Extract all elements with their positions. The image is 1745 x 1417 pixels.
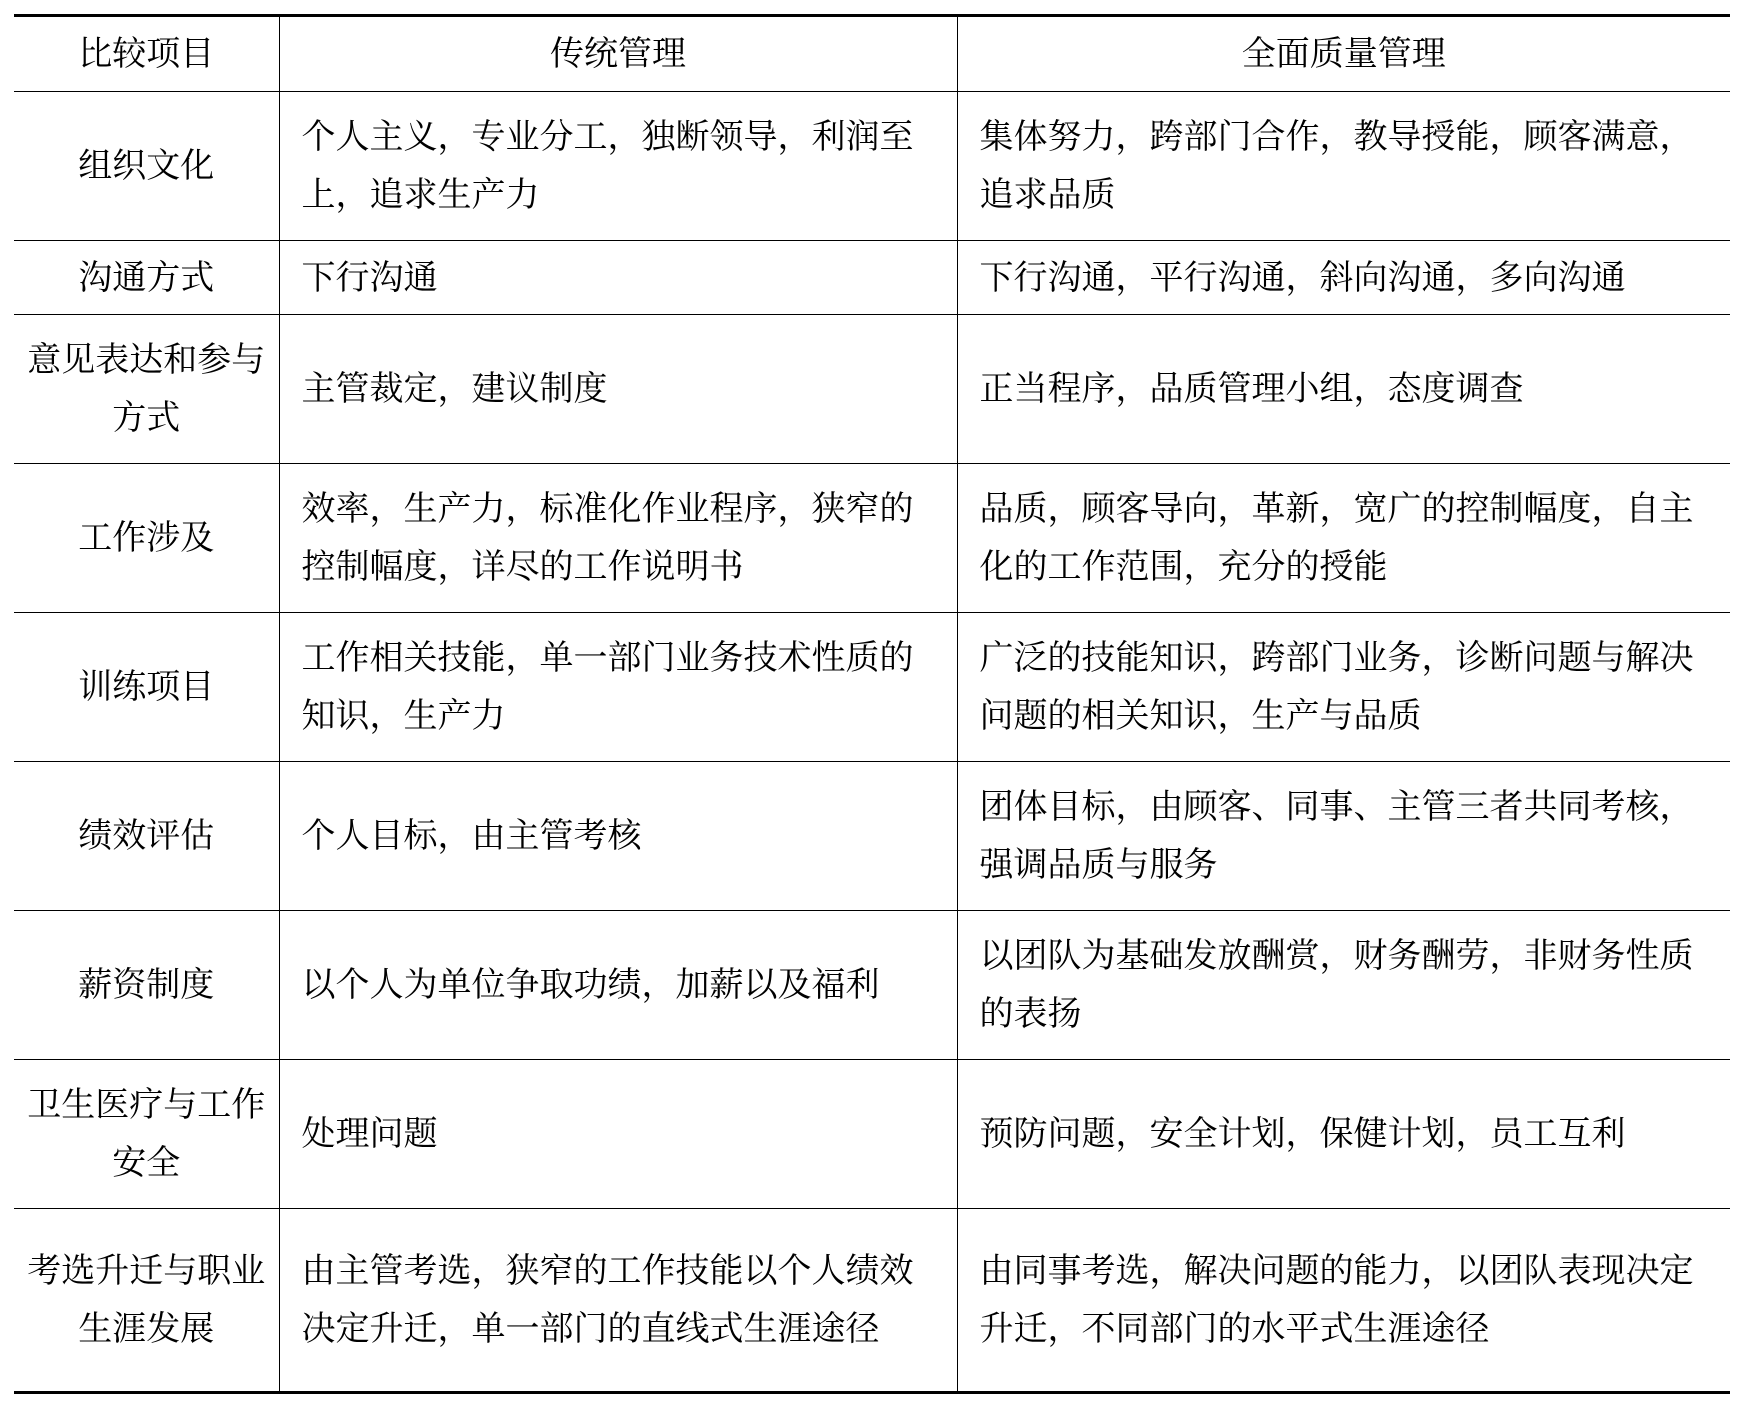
table-row [14,92,1730,241]
table-row [14,315,1730,464]
row-tqm: 由同事考选，解决问题的能力，以团队表现决定升迁，不同部门的水平式生涯途径 [957,1209,1730,1393]
row-traditional: 处理问题 [279,1060,957,1209]
row-item: 薪资制度 [14,911,279,1060]
table-row [14,613,1730,762]
row-traditional: 个人目标，由主管考核 [279,762,957,911]
row-tqm: 预防问题，安全计划，保健计划，员工互利 [957,1060,1730,1209]
row-traditional: 工作相关技能，单一部门业务技术性质的知识，生产力 [279,613,957,762]
row-item: 意见表达和参与方式 [14,315,279,464]
row-item: 卫生医疗与工作安全 [14,1060,279,1209]
row-traditional: 下行沟通 [279,241,957,315]
row-item: 工作涉及 [14,464,279,613]
row-item: 考选升迁与职业生涯发展 [14,1209,279,1393]
header-item: 比较项目 [14,16,279,92]
table-header [14,16,1730,92]
row-item: 绩效评估 [14,762,279,911]
row-traditional: 由主管考选，狭窄的工作技能以个人绩效决定升迁，单一部门的直线式生涯途径 [279,1209,957,1393]
row-tqm: 以团队为基础发放酬赏，财务酬劳，非财务性质的表扬 [957,911,1730,1060]
table-body [14,92,1730,1393]
comparison-table [14,14,1730,1394]
table-row [14,1209,1730,1393]
row-tqm: 团体目标，由顾客、同事、主管三者共同考核，强调品质与服务 [957,762,1730,911]
table-row [14,241,1730,315]
row-item: 组织文化 [14,92,279,241]
row-traditional: 个人主义，专业分工，独断领导，利润至上，追求生产力 [279,92,957,241]
row-tqm: 下行沟通，平行沟通，斜向沟通，多向沟通 [957,241,1730,315]
header-traditional: 传统管理 [279,16,957,92]
row-traditional: 效率，生产力，标准化作业程序，狭窄的控制幅度，详尽的工作说明书 [279,464,957,613]
row-tqm: 集体努力，跨部门合作，教导授能，顾客满意，追求品质 [957,92,1730,241]
row-item: 训练项目 [14,613,279,762]
header-tqm: 全面质量管理 [957,16,1730,92]
table-row [14,911,1730,1060]
row-tqm: 品质，顾客导向，革新，宽广的控制幅度，自主化的工作范围，充分的授能 [957,464,1730,613]
row-tqm: 正当程序，品质管理小组，态度调查 [957,315,1730,464]
row-traditional: 以个人为单位争取功绩，加薪以及福利 [279,911,957,1060]
table-row [14,464,1730,613]
table-row [14,762,1730,911]
table-row [14,1060,1730,1209]
row-tqm: 广泛的技能知识，跨部门业务，诊断问题与解决问题的相关知识，生产与品质 [957,613,1730,762]
row-item: 沟通方式 [14,241,279,315]
row-traditional: 主管裁定，建议制度 [279,315,957,464]
header-row [14,16,1730,92]
